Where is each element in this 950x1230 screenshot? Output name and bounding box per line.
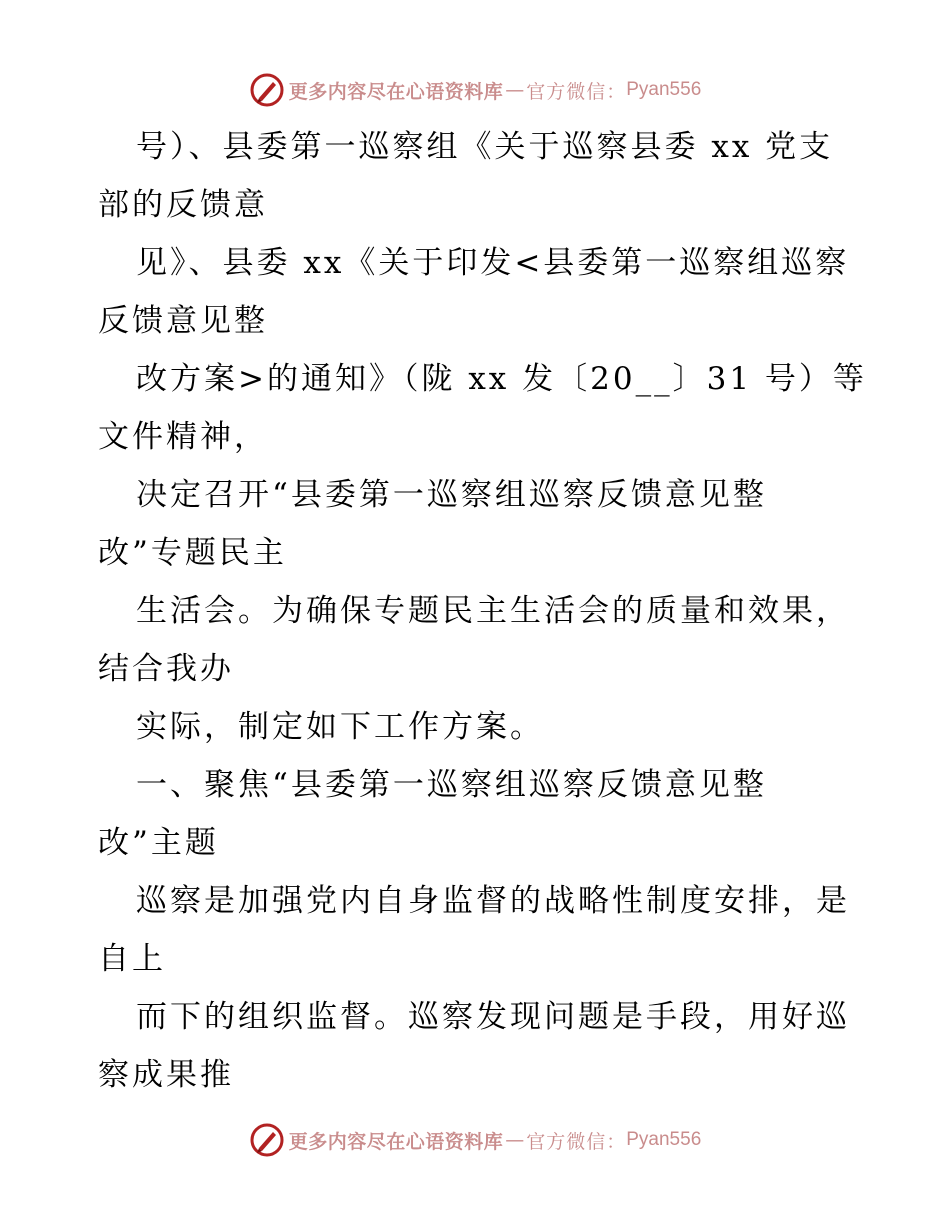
body-line: 号）、县委第一巡察组《关于巡察县委 xx 党支	[136, 129, 834, 165]
document-body	[98, 118, 867, 1104]
section-heading-cont: 改”主题	[98, 825, 219, 861]
body-line: 察成果推	[98, 1057, 234, 1093]
body-line: 反馈意见整	[98, 303, 268, 339]
body-line: 见》、县委 xx《关于印发<县委第一巡察组巡察	[136, 245, 850, 281]
body-line: 实际，制定如下工作方案。	[136, 709, 544, 745]
body-line: 决定召开“县委第一巡察组巡察反馈意见整	[136, 477, 767, 513]
header-banner	[0, 70, 950, 110]
banner-sub-text: 官方微信：	[526, 1130, 627, 1153]
pen-logo-icon	[249, 1122, 285, 1158]
banner-main-text: 更多内容尽在心语资料库	[288, 80, 504, 103]
body-line: 部的反馈意	[98, 187, 268, 223]
banner-main-text: 更多内容尽在心语资料库	[288, 1130, 504, 1153]
banner-wechat-id: Pyan556	[626, 79, 702, 100]
footer-banner	[0, 1120, 950, 1160]
body-line: 结合我办	[98, 651, 234, 687]
banner-dash: —	[505, 79, 525, 101]
body-line: 而下的组织监督。巡察发现问题是手段，用好巡	[136, 999, 850, 1035]
body-line: 生活会。为确保专题民主生活会的质量和效果，	[136, 593, 850, 629]
banner-sub-text: 官方微信：	[526, 80, 627, 103]
body-line: 改方案>的通知》（陇 xx 发〔20__〕31 号）等	[136, 361, 867, 397]
body-line: 巡察是加强党内自身监督的战略性制度安排，是	[136, 883, 850, 919]
body-line: 自上	[98, 941, 166, 977]
body-line: 改”专题民主	[98, 535, 287, 571]
section-heading: 一、聚焦“县委第一巡察组巡察反馈意见整	[136, 767, 767, 803]
banner-wechat-id: Pyan556	[626, 1129, 702, 1150]
body-line: 文件精神，	[98, 419, 268, 455]
banner-dash: —	[505, 1129, 525, 1151]
pen-logo-icon	[249, 72, 285, 108]
